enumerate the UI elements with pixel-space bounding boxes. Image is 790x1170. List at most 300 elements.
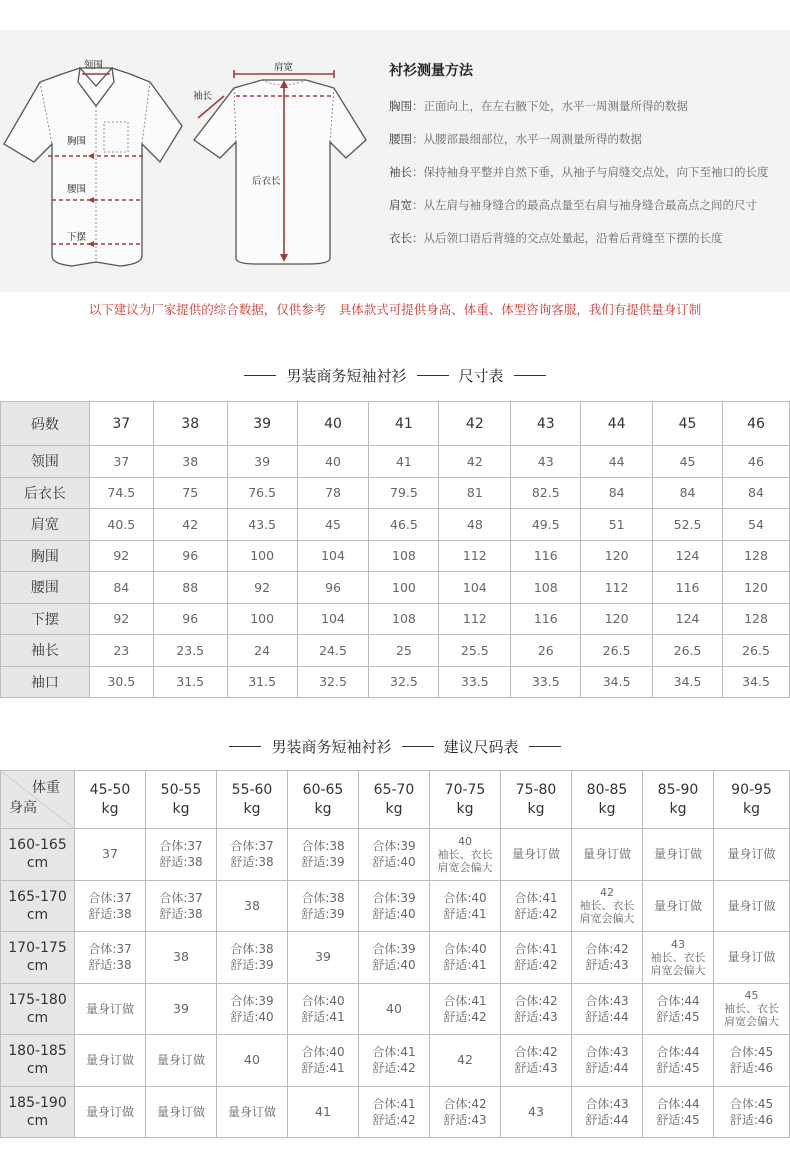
- recommend-cell-line: 舒适:41: [301, 1009, 345, 1024]
- recommend-cell: [430, 829, 501, 881]
- height-unit: cm: [26, 906, 49, 923]
- size-row: [1, 446, 790, 478]
- height-header-cell: [1, 983, 75, 1035]
- size-cell: 26.5: [653, 635, 723, 667]
- size-cell: 128: [723, 540, 790, 572]
- size-cell: 32.5: [297, 666, 369, 698]
- recommend-cell-line: 肩宽会偏大: [650, 963, 706, 977]
- weight-range: 50-55: [160, 781, 202, 798]
- weight-range: 90-95: [731, 781, 772, 798]
- size-cell: 30.5: [89, 666, 153, 698]
- weight-header-cell: [643, 771, 714, 829]
- recommend-cell: [217, 880, 288, 932]
- size-cell: 104: [297, 540, 369, 572]
- notice-text: 以下建议为厂家提供的综合数据，仅供参考 具体款式可提供身高、体重、体型咨询客服，我们有提供量身订制: [88, 302, 702, 317]
- size-cell: 43.5: [227, 509, 297, 541]
- recommend-cell: [714, 1035, 790, 1087]
- recommend-cell-line: 量身订做: [85, 1001, 134, 1016]
- recommend-cell: [288, 829, 359, 881]
- recommend-cell-line: 量身订做: [653, 847, 702, 862]
- recommend-cell-line: 肩宽会偏大: [437, 860, 493, 874]
- size-cell: 40: [297, 446, 369, 478]
- size-cell: 54: [723, 509, 790, 541]
- recommend-cell-line: 合体:41: [372, 1045, 416, 1060]
- size-header-row: [1, 402, 790, 446]
- size-cell: 112: [439, 603, 511, 635]
- size-cell: 96: [153, 603, 227, 635]
- recommend-cell: [643, 829, 714, 881]
- size-cell: 31.5: [153, 666, 227, 698]
- recommend-row: [1, 880, 790, 932]
- recommend-cell: [501, 983, 572, 1035]
- recommend-cell-line: 袖长、衣长: [650, 950, 706, 964]
- recommend-cell: [146, 829, 217, 881]
- size-row-label: 领围: [1, 446, 90, 478]
- size-row: [1, 635, 790, 667]
- weight-range: 45-50: [89, 781, 131, 798]
- recommend-cell: [75, 1035, 146, 1087]
- size-cell: 76.5: [227, 477, 297, 509]
- recommend-cell-line: 合体:45: [729, 1045, 774, 1060]
- size-cell: 48: [439, 509, 511, 541]
- shoulder-label: 肩宽: [274, 62, 294, 73]
- size-cell: 33.5: [439, 666, 511, 698]
- recommend-cell-line: 合体:42: [585, 942, 629, 957]
- recommend-cell-line: 舒适:38: [88, 958, 132, 973]
- size-cell: 38: [153, 446, 227, 478]
- size-cell: 112: [439, 540, 511, 572]
- recommend-cell: [572, 1035, 643, 1087]
- recommend-cell: [572, 932, 643, 984]
- weight-header-cell: [146, 771, 217, 829]
- recommend-cell: [359, 829, 430, 881]
- size-cell: 100: [369, 572, 439, 604]
- recommend-cell: [430, 880, 501, 932]
- recommend-cell: [714, 880, 790, 932]
- size-cell: 116: [511, 603, 581, 635]
- height-range: 165-170: [8, 888, 67, 905]
- size-cell: 42: [153, 509, 227, 541]
- recommend-cell-line: 舒适:43: [514, 1061, 558, 1076]
- weight-header-cell: [572, 771, 643, 829]
- size-cell: 78: [297, 477, 369, 509]
- weight-range: 60-65: [302, 781, 344, 798]
- recommend-cell: [146, 983, 217, 1035]
- recommend-cell-line: 舒适:46: [729, 1112, 774, 1127]
- recommend-cell: [572, 1086, 643, 1138]
- measure-panel: [0, 30, 790, 292]
- recommend-cell-line: 舒适:38: [230, 855, 274, 870]
- height-unit: cm: [26, 1009, 49, 1026]
- size-header-cell: 43: [511, 402, 581, 446]
- height-unit: cm: [26, 1061, 49, 1078]
- size-cell: 34.5: [723, 666, 790, 698]
- recommend-cell-line: 舒适:42: [514, 958, 558, 973]
- recommend-cell-line: 合体:38: [230, 942, 274, 957]
- recommend-cell-line: 合体:44: [656, 993, 700, 1008]
- recommend-cell: [288, 1086, 359, 1138]
- recommend-cell: [572, 829, 643, 881]
- height-header-cell: [1, 932, 75, 984]
- size-cell: 33.5: [511, 666, 581, 698]
- recommend-cell-line: 舒适:45: [656, 1061, 700, 1076]
- size-cell: 49.5: [511, 509, 581, 541]
- weight-unit: kg: [743, 800, 760, 817]
- height-unit: cm: [26, 1112, 49, 1129]
- recommend-cell-line: 合体:42: [514, 993, 558, 1008]
- size-cell: 79.5: [369, 477, 439, 509]
- height-unit: cm: [26, 855, 49, 872]
- size-cell: 25.5: [439, 635, 511, 667]
- recommend-cell-line: 舒适:43: [585, 958, 629, 973]
- size-cell: 24: [227, 635, 297, 667]
- size-cell: 84: [89, 572, 153, 604]
- recommend-cell: [714, 983, 790, 1035]
- recommend-row: [1, 983, 790, 1035]
- recommend-cell: [288, 983, 359, 1035]
- recommend-cell-line: 量身订做: [85, 1104, 134, 1119]
- size-cell: 112: [581, 572, 653, 604]
- recommend-cell: [217, 1035, 288, 1087]
- recommend-cell: [643, 932, 714, 984]
- size-header-cell: 46: [723, 402, 790, 446]
- size-cell: 37: [89, 446, 153, 478]
- recommend-cell: [75, 932, 146, 984]
- recommend-cell-line: 袖长、衣长: [437, 847, 493, 861]
- size-cell: 23.5: [153, 635, 227, 667]
- recommend-cell-line: 合体:42: [514, 1045, 558, 1060]
- size-row-label: 后衣长: [1, 477, 90, 509]
- height-header-cell: [1, 880, 75, 932]
- recommend-cell-line: 量身订做: [727, 847, 776, 862]
- size-cell: 108: [369, 540, 439, 572]
- recommend-table: [0, 770, 790, 1138]
- size-cell: 116: [511, 540, 581, 572]
- size-header-cell: 45: [653, 402, 723, 446]
- recommend-cell-line: 舒适:43: [514, 1009, 558, 1024]
- recommend-cell-line: 43: [671, 937, 685, 951]
- waist-label: 腰围: [67, 184, 87, 195]
- recommend-cell: [430, 983, 501, 1035]
- recommend-cell-line: 合体:38: [301, 839, 345, 854]
- size-header-cell: 37: [89, 402, 153, 446]
- recommend-cell: [714, 829, 790, 881]
- weight-header-cell: [714, 771, 790, 829]
- recommend-cell-line: 舒适:38: [159, 855, 203, 870]
- recommend-cell-line: 量身订做: [511, 847, 560, 862]
- recommend-cell-line: 量身订做: [156, 1053, 205, 1068]
- height-range: 175-180: [8, 991, 67, 1008]
- recommend-cell: [359, 1035, 430, 1087]
- recommend-cell: [359, 932, 430, 984]
- size-cell: 120: [581, 540, 653, 572]
- corner-weight-label: 体重: [32, 780, 60, 796]
- recommend-cell-line: 37: [102, 846, 118, 862]
- recommend-cell-line: 舒适:40: [230, 1009, 274, 1024]
- weight-unit: kg: [101, 800, 119, 817]
- measure-line: 腰围：从腰部最细部位，水平一周测量所得的数据: [389, 132, 642, 146]
- recommend-cell-line: 舒适:38: [88, 906, 132, 921]
- recommend-cell: [572, 880, 643, 932]
- hem-label: 下摆: [67, 232, 87, 243]
- weight-unit: kg: [598, 800, 616, 817]
- size-cell: 26.5: [723, 635, 790, 667]
- weight-range: 80-85: [586, 781, 628, 798]
- weight-header-cell: [501, 771, 572, 829]
- recommend-cell: [217, 1086, 288, 1138]
- recommend-cell-line: 39: [315, 949, 331, 965]
- size-cell: 24.5: [297, 635, 369, 667]
- recommend-cell-line: 合体:43: [585, 1045, 629, 1060]
- recommend-cell-line: 合体:44: [656, 1096, 700, 1111]
- recommend-cell-line: 舒适:43: [443, 1112, 487, 1127]
- measure-line: 袖长：保持袖身平整并自然下垂，从袖子与肩缝交点处，向下至袖口的长度: [389, 165, 769, 179]
- height-range: 180-185: [8, 1043, 67, 1060]
- recommend-cell-line: 舒适:46: [729, 1061, 774, 1076]
- recommend-cell-line: 舒适:38: [159, 906, 203, 921]
- recommend-cell-line: 合体:37: [159, 890, 203, 905]
- size-cell: 46: [723, 446, 790, 478]
- size-header-label: 码数: [1, 402, 90, 446]
- size-cell: 92: [89, 540, 153, 572]
- recommend-cell: [217, 932, 288, 984]
- recommend-cell-line: 舒适:44: [585, 1061, 629, 1076]
- size-cell: 43: [511, 446, 581, 478]
- weight-header-cell: [430, 771, 501, 829]
- size-row-label: 下摆: [1, 603, 90, 635]
- back-shirt-illustration: [193, 61, 366, 264]
- weight-unit: kg: [172, 800, 190, 817]
- recommend-cell-line: 合体:40: [301, 993, 345, 1008]
- weight-range: 70-75: [444, 781, 486, 798]
- recommend-cell-line: 舒适:42: [443, 1009, 487, 1024]
- chest-label: 胸围: [67, 136, 87, 147]
- size-header-cell: 39: [227, 402, 297, 446]
- recommend-cell-line: 舒适:42: [372, 1112, 416, 1127]
- recommend-cell-line: 合体:39: [230, 993, 274, 1008]
- height-range: 160-165: [8, 837, 67, 854]
- recommend-cell-line: 38: [244, 897, 260, 913]
- recommend-cell-line: 合体:42: [443, 1096, 487, 1111]
- recommend-cell-line: 舒适:41: [443, 958, 487, 973]
- size-cell: 26: [511, 635, 581, 667]
- size-cell: 124: [653, 540, 723, 572]
- recommend-cell: [714, 932, 790, 984]
- recommend-cell: [714, 1086, 790, 1138]
- size-header-cell: 42: [439, 402, 511, 446]
- size-cell: 51: [581, 509, 653, 541]
- size-row: [1, 477, 790, 509]
- recommend-cell-line: 量身订做: [85, 1053, 134, 1068]
- recommend-cell-line: 舒适:44: [585, 1112, 629, 1127]
- recommend-cell-line: 舒适:39: [301, 906, 345, 921]
- measure-line: 肩宽：从左肩与袖身缝合的最高点量至右肩与袖身缝合最高点之间的尺寸: [389, 198, 757, 212]
- recommend-cell: [501, 1035, 572, 1087]
- recommend-cell-line: 量身订做: [156, 1104, 205, 1119]
- weight-unit: kg: [314, 800, 332, 817]
- front-shirt-illustration: [4, 59, 182, 266]
- recommend-cell: [217, 829, 288, 881]
- recommend-title: 男装商务短袖衬衫 建议尺码表: [0, 736, 790, 757]
- recommend-cell-line: 量身订做: [227, 1104, 276, 1119]
- size-cell: 92: [89, 603, 153, 635]
- recommend-cell: [75, 1086, 146, 1138]
- recommend-header-row: [1, 771, 790, 829]
- size-cell: 124: [653, 603, 723, 635]
- corner-cell: [1, 771, 75, 829]
- recommend-cell-line: 袖长、衣长: [724, 1002, 779, 1016]
- recommend-cell-line: 合体:39: [372, 839, 416, 854]
- size-cell: 31.5: [227, 666, 297, 698]
- recommend-cell-line: 舒适:39: [230, 958, 274, 973]
- recommend-cell: [217, 983, 288, 1035]
- measure-line: 胸围：正面向上，在左右腋下处，水平一周测量所得的数据: [389, 99, 688, 113]
- size-cell: 104: [297, 603, 369, 635]
- weight-header-cell: [359, 771, 430, 829]
- recommend-cell-line: 42: [457, 1052, 473, 1068]
- size-row: [1, 666, 790, 698]
- recommend-cell: [643, 880, 714, 932]
- weight-range: 65-70: [373, 781, 415, 798]
- recommend-cell-line: 量身订做: [582, 847, 631, 862]
- recommend-cell-line: 合体:37: [230, 839, 274, 854]
- recommend-cell: [430, 1035, 501, 1087]
- recommend-cell-line: 40: [458, 834, 472, 848]
- size-header-cell: 38: [153, 402, 227, 446]
- size-row-label: 胸围: [1, 540, 90, 572]
- weight-header-cell: [75, 771, 146, 829]
- recommend-cell-line: 舒适:42: [514, 906, 558, 921]
- recommend-cell-line: 合体:41: [514, 890, 558, 905]
- recommend-cell: [430, 1086, 501, 1138]
- height-header-cell: [1, 1035, 75, 1087]
- size-cell: 39: [227, 446, 297, 478]
- weight-range: 85-90: [657, 781, 699, 798]
- measure-line: 衣长：从后领口语后背缝的交点处量起，沿着后背缝至下摆的长度: [389, 231, 723, 245]
- recommend-cell-line: 合体:37: [159, 839, 203, 854]
- size-cell: 44: [581, 446, 653, 478]
- size-cell: 45: [297, 509, 369, 541]
- recommend-cell-line: 舒适:42: [372, 1061, 416, 1076]
- recommend-cell: [643, 1035, 714, 1087]
- weight-header-cell: [288, 771, 359, 829]
- height-header-cell: [1, 829, 75, 881]
- size-row-label: 腰围: [1, 572, 90, 604]
- collar-label: 领围: [84, 60, 104, 71]
- recommend-cell-line: 合体:40: [443, 890, 487, 905]
- height-range: 185-190: [8, 1094, 67, 1111]
- size-cell: 46.5: [369, 509, 439, 541]
- shirt-diagram: [0, 30, 380, 292]
- recommend-cell-line: 合体:44: [656, 1045, 700, 1060]
- recommend-cell-line: 合体:41: [443, 993, 487, 1008]
- recommend-cell-line: 合体:38: [301, 890, 345, 905]
- weight-unit: kg: [456, 800, 474, 817]
- weight-unit: kg: [669, 800, 687, 817]
- recommend-cell-line: 合体:40: [443, 942, 487, 957]
- measure-title: 衬衫测量方法: [389, 63, 473, 79]
- size-chart-table: [0, 401, 790, 698]
- size-header-cell: 40: [297, 402, 369, 446]
- recommend-cell: [146, 880, 217, 932]
- size-cell: 75: [153, 477, 227, 509]
- size-cell: 92: [227, 572, 297, 604]
- recommend-cell: [146, 1086, 217, 1138]
- size-cell: 100: [227, 540, 297, 572]
- recommend-row: [1, 1086, 790, 1138]
- size-row: [1, 603, 790, 635]
- size-cell: 116: [653, 572, 723, 604]
- recommend-cell-line: 合体:45: [729, 1096, 774, 1111]
- recommend-cell-line: 合体:41: [514, 942, 558, 957]
- size-cell: 120: [581, 603, 653, 635]
- size-cell: 34.5: [653, 666, 723, 698]
- size-cell: 88: [153, 572, 227, 604]
- recommend-cell: [146, 932, 217, 984]
- recommend-cell: [288, 932, 359, 984]
- size-chart-title: 男装商务短袖衬衫 尺寸表: [0, 365, 790, 386]
- recommend-cell-line: 合体:43: [585, 1096, 629, 1111]
- recommend-row: [1, 829, 790, 881]
- size-header-cell: 44: [581, 402, 653, 446]
- size-cell: 84: [581, 477, 653, 509]
- size-cell: 100: [227, 603, 297, 635]
- recommend-cell-line: 舒适:40: [372, 958, 416, 973]
- recommend-cell: [75, 829, 146, 881]
- height-range: 170-175: [8, 940, 67, 957]
- size-cell: 32.5: [369, 666, 439, 698]
- recommend-cell-line: 舒适:41: [443, 906, 487, 921]
- size-cell: 108: [511, 572, 581, 604]
- recommend-cell-line: 肩宽会偏大: [724, 1015, 779, 1029]
- recommend-cell-line: 38: [173, 949, 189, 965]
- size-cell: 96: [153, 540, 227, 572]
- recommend-cell-line: 合体:37: [88, 890, 132, 905]
- size-row: [1, 540, 790, 572]
- recommend-cell-line: 量身订做: [727, 898, 776, 913]
- recommend-cell-line: 舒适:44: [585, 1009, 629, 1024]
- weight-header-cell: [217, 771, 288, 829]
- sleeve-label: 袖长: [193, 91, 213, 102]
- recommend-cell: [501, 1086, 572, 1138]
- recommend-cell-line: 舒适:39: [301, 855, 345, 870]
- size-cell: 25: [369, 635, 439, 667]
- size-row: [1, 509, 790, 541]
- recommend-cell: [430, 932, 501, 984]
- recommend-cell: [288, 880, 359, 932]
- recommend-cell: [359, 880, 430, 932]
- recommend-cell: [572, 983, 643, 1035]
- size-cell: 96: [297, 572, 369, 604]
- weight-unit: kg: [243, 800, 261, 817]
- size-cell: 74.5: [89, 477, 153, 509]
- recommend-cell-line: 舒适:40: [372, 855, 416, 870]
- recommend-cell-line: 量身订做: [653, 898, 702, 913]
- size-cell: 41: [369, 446, 439, 478]
- height-header-cell: [1, 1086, 75, 1138]
- size-row-label: 袖口: [1, 666, 90, 698]
- recommend-cell: [288, 1035, 359, 1087]
- recommend-cell-line: 合体:40: [301, 1045, 345, 1060]
- size-cell: 34.5: [581, 666, 653, 698]
- recommend-row: [1, 932, 790, 984]
- size-row: [1, 572, 790, 604]
- recommend-cell-line: 40: [244, 1052, 260, 1068]
- size-cell: 26.5: [581, 635, 653, 667]
- recommend-cell-line: 舒适:45: [656, 1009, 700, 1024]
- recommend-cell-line: 舒适:40: [372, 906, 416, 921]
- recommend-cell-line: 42: [600, 886, 614, 900]
